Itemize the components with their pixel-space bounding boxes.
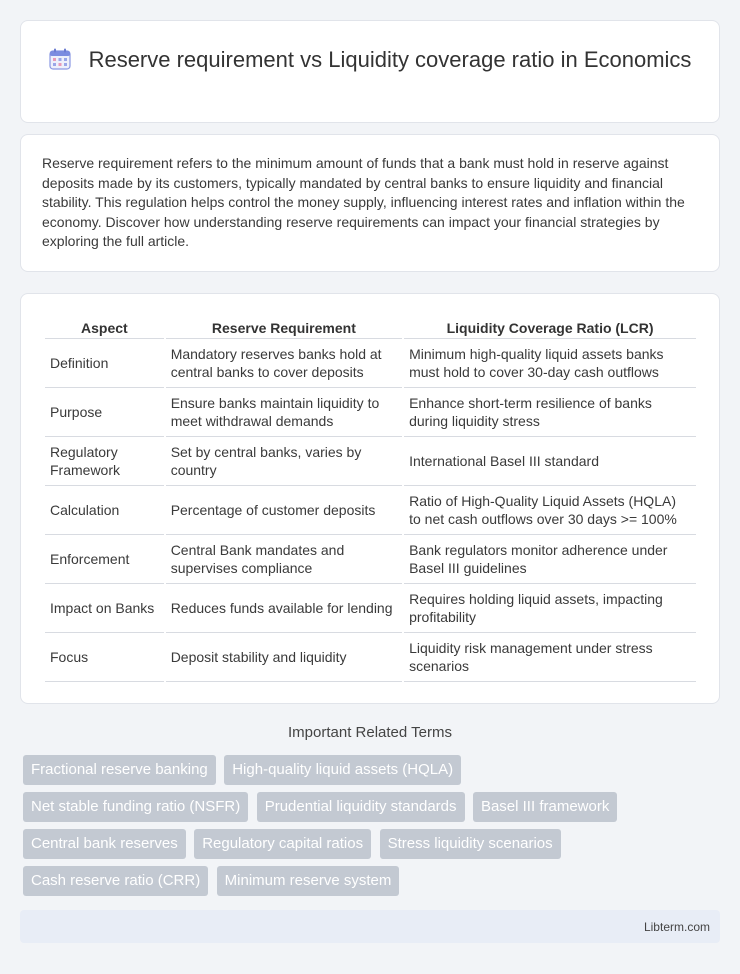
related-terms-list xyxy=(23,755,723,903)
intro-paragraph: Reserve requirement refers to the minimum amount of funds that a bank must hold in reserve against deposits made by its customers, typically mandated by central banks to ensure liquidity and financial stability. This regulation helps control the money supply, influencing interest rates and inflation within the economy. Discover how understanding reserve requirements can impact your financial strategies by exploring the full article. xyxy=(42,155,685,249)
table-row xyxy=(45,388,696,437)
title-card xyxy=(20,20,720,123)
row-reserve-requirement: Reduces funds available for lending xyxy=(166,584,402,633)
row-lcr: Minimum high-quality liquid assets banks must hold to cover 30-day cash outflows xyxy=(404,339,696,388)
header-lcr: Liquidity Coverage Ratio (LCR) xyxy=(404,315,696,339)
table-row xyxy=(45,339,696,388)
row-lcr: International Basel III standard xyxy=(404,437,696,486)
row-aspect: Focus xyxy=(45,633,164,682)
row-aspect: Definition xyxy=(45,339,164,388)
row-reserve-requirement: Percentage of customer deposits xyxy=(166,486,402,535)
tag-fractional-reserve-banking[interactable]: Fractional reserve banking xyxy=(23,755,216,785)
tag-row xyxy=(23,792,723,829)
tag-minimum-reserve-system[interactable]: Minimum reserve system xyxy=(217,866,400,896)
footer-site-link[interactable]: Libterm.com xyxy=(643,920,710,934)
tag-row xyxy=(23,755,723,792)
row-reserve-requirement: Set by central banks, varies by country xyxy=(166,437,402,486)
related-terms-heading: Important Related Terms xyxy=(288,724,452,741)
row-reserve-requirement: Ensure banks maintain liquidity to meet withdrawal demands xyxy=(166,388,402,437)
row-aspect: Calculation xyxy=(45,486,164,535)
tag-hqla[interactable]: High-quality liquid assets (HQLA) xyxy=(224,755,461,785)
title-text: Reserve requirement vs Liquidity coverage ratio in Economics xyxy=(88,47,692,72)
tag-stress-liquidity-scenarios[interactable]: Stress liquidity scenarios xyxy=(380,829,561,859)
row-aspect: Enforcement xyxy=(45,535,164,584)
row-lcr: Requires holding liquid assets, impacting profitability xyxy=(404,584,696,633)
row-reserve-requirement: Mandatory reserves banks hold at central banks to cover deposits xyxy=(166,339,402,388)
row-lcr: Liquidity risk management under stress scenarios xyxy=(404,633,696,682)
table-row xyxy=(45,535,696,584)
tag-row xyxy=(23,829,723,866)
tag-basel-iii-framework[interactable]: Basel III framework xyxy=(473,792,617,822)
row-lcr: Bank regulators monitor adherence under Basel III guidelines xyxy=(404,535,696,584)
header-aspect: Aspect xyxy=(45,315,164,339)
row-aspect: Impact on Banks xyxy=(45,584,164,633)
table-row xyxy=(45,486,696,535)
calendar-icon xyxy=(49,48,71,70)
tag-regulatory-capital-ratios[interactable]: Regulatory capital ratios xyxy=(194,829,371,859)
row-reserve-requirement: Deposit stability and liquidity xyxy=(166,633,402,682)
tag-prudential-liquidity-standards[interactable]: Prudential liquidity standards xyxy=(257,792,465,822)
comparison-card xyxy=(20,293,720,704)
table-row xyxy=(45,437,696,486)
tag-central-bank-reserves[interactable]: Central bank reserves xyxy=(23,829,186,859)
comparison-table xyxy=(43,315,698,682)
page-title xyxy=(21,45,719,74)
table-header-row xyxy=(45,315,696,339)
intro-card xyxy=(20,134,720,272)
header-reserve-requirement: Reserve Requirement xyxy=(166,315,402,339)
row-aspect: Purpose xyxy=(45,388,164,437)
table-row xyxy=(45,584,696,633)
table-row xyxy=(45,633,696,682)
tag-crr[interactable]: Cash reserve ratio (CRR) xyxy=(23,866,208,896)
row-lcr: Enhance short-term resilience of banks during liquidity stress xyxy=(404,388,696,437)
footer xyxy=(20,910,720,943)
tag-nsfr[interactable]: Net stable funding ratio (NSFR) xyxy=(23,792,248,822)
row-reserve-requirement: Central Bank mandates and supervises compliance xyxy=(166,535,402,584)
row-lcr: Ratio of High-Quality Liquid Assets (HQLA) to net cash outflows over 30 days >= 100% xyxy=(404,486,696,535)
row-aspect: Regulatory Framework xyxy=(45,437,164,486)
tag-row xyxy=(23,866,723,903)
